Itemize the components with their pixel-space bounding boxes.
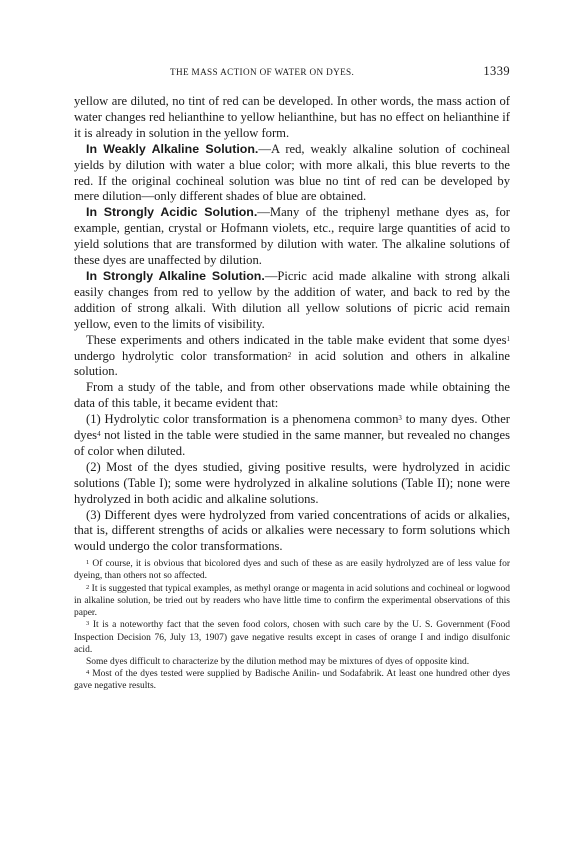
paragraph-continuation — [74, 94, 510, 142]
footnote-mark: 1 — [86, 559, 90, 567]
footnote-mark: 4 — [86, 669, 90, 677]
paragraph-point-2 — [74, 460, 510, 508]
paragraph-text: undergo hydrolytic color transformation — [74, 348, 288, 363]
paragraph-text: not listed in the table were studied in the same manner, but revealed no changes of color when diluted. — [74, 428, 510, 458]
footnote-text: It is suggested that typical examples, as methyl orange or magenta in acid solutions and cochineal or logwood in alkaline solution, be tried out by readers who have little time to confirm the experimental observations of this paper. — [74, 583, 510, 619]
footnote-ref-3[interactable]: 3 — [398, 414, 402, 423]
paragraph-strongly-alkaline — [74, 269, 510, 333]
paragraph-text: —A red, weakly alkaline solution of cochineal yields by dilution with water a blue color; with more alkali, this blue reverts to the red. If the original cochineal solution was blue no tint of red can be developed by mere dilution—only different shades of blue are obtained. — [74, 141, 510, 204]
paragraph-text: (2) Most of the dyes studied, giving positive results, were hydrolyzed in acidic solutions (Table I); some were hydrolyzed in alkaline solutions (Table II); none were hydrolyzed in both acidic and alkaline solutions. — [74, 459, 510, 506]
journal-page — [74, 64, 510, 693]
footnote-3-continued — [74, 656, 510, 668]
paragraph-text: These experiments and others indicated in the table make evident that some dyes — [86, 332, 507, 347]
footnote-ref-4[interactable]: 4 — [97, 430, 101, 439]
footnote-ref-2[interactable]: 2 — [287, 350, 292, 359]
footnote-mark: 3 — [86, 620, 90, 628]
section-heading-strongly-alkaline: In Strongly Alkaline Solution. — [86, 268, 265, 283]
paragraph-text: (3) Different dyes were hydrolyzed from varied concentrations of acids or alkalies, that is, different strengths of acids or alkalies were necessary to form solutions which would undergo the color transformations. — [74, 507, 510, 554]
paragraph-text: —Picric acid made alkaline with strong alkali easily changes from red to yellow by the addition of water, and back to red by the addition of strong alkali. With dilution all yellow solutions of picric acid remain yellow, even to the limits of visibility. — [74, 268, 510, 331]
paragraph-text: From a study of the table, and from other observations made while obtaining the data of this table, it became evident that: — [74, 380, 510, 411]
paragraph-text: (1) Hydrolytic color transformation is a phenomena common — [86, 412, 399, 427]
paragraph-text: in acid solution and others in alkaline solution. — [74, 348, 510, 379]
section-heading-weakly-alkaline: In Weakly Alkaline Solution. — [86, 141, 259, 156]
paragraph-text: yellow are diluted, no tint of red can be developed. In other words, the mass action of water changes red helianthine to yellow helianthine, but has no effect on helianthine if it is already in solution in the yellow form. — [74, 94, 510, 140]
footnote-ref-1[interactable]: 1 — [506, 334, 510, 343]
paragraph-text: —Many of the triphenyl methane dyes as, for example, gentian, crystal or Hofmann violets, etc., require large quantities of acid to yield solutions that are transformed by dilution with water. The alkaline solutions of these dyes are unaffected by dilution. — [74, 205, 510, 268]
footnote-text: It is a noteworthy fact that the seven food colors, chosen with such care by the U. S. Government (Food Inspection Decision 76, July 13, 1907) gave negative results except in cases of orange I and indigo disulfonic acid. — [74, 620, 510, 655]
footnote-text: Of course, it is obvious that bicolored dyes and such of these as are easily hydrolyzed are of less value for dyeing, than others not so affected. — [74, 559, 510, 582]
running-title: THE MASS ACTION OF WATER ON DYES. — [170, 67, 355, 77]
paragraph-point-1 — [74, 412, 510, 460]
footnote-text: Most of the dyes tested were supplied by Badische Anilin- und Sodafabrik. At least one hundred other dyes gave negative results. — [74, 669, 510, 692]
paragraph-point-3 — [74, 508, 510, 556]
footnote-3 — [74, 619, 510, 656]
footnote-mark: 2 — [86, 583, 90, 591]
paragraph-weakly-alkaline — [74, 142, 510, 206]
footnote-2 — [74, 583, 510, 620]
paragraph-experiments — [74, 333, 510, 381]
footnote-text: Some dyes difficult to characterize by the dilution method may be mixtures of dyes of opposite kind. — [86, 656, 470, 667]
paragraph-text: to many dyes. Other dyes — [74, 412, 511, 443]
footnote-1 — [74, 558, 510, 582]
page-number: 1339 — [483, 64, 510, 78]
section-heading-strongly-acidic: In Strongly Acidic Solution. — [86, 205, 258, 220]
paragraph-strongly-acidic — [74, 205, 510, 269]
body-text — [74, 94, 510, 555]
running-header — [74, 64, 510, 82]
footnote-4 — [74, 668, 510, 692]
footnotes — [74, 558, 510, 692]
paragraph-study — [74, 380, 510, 412]
